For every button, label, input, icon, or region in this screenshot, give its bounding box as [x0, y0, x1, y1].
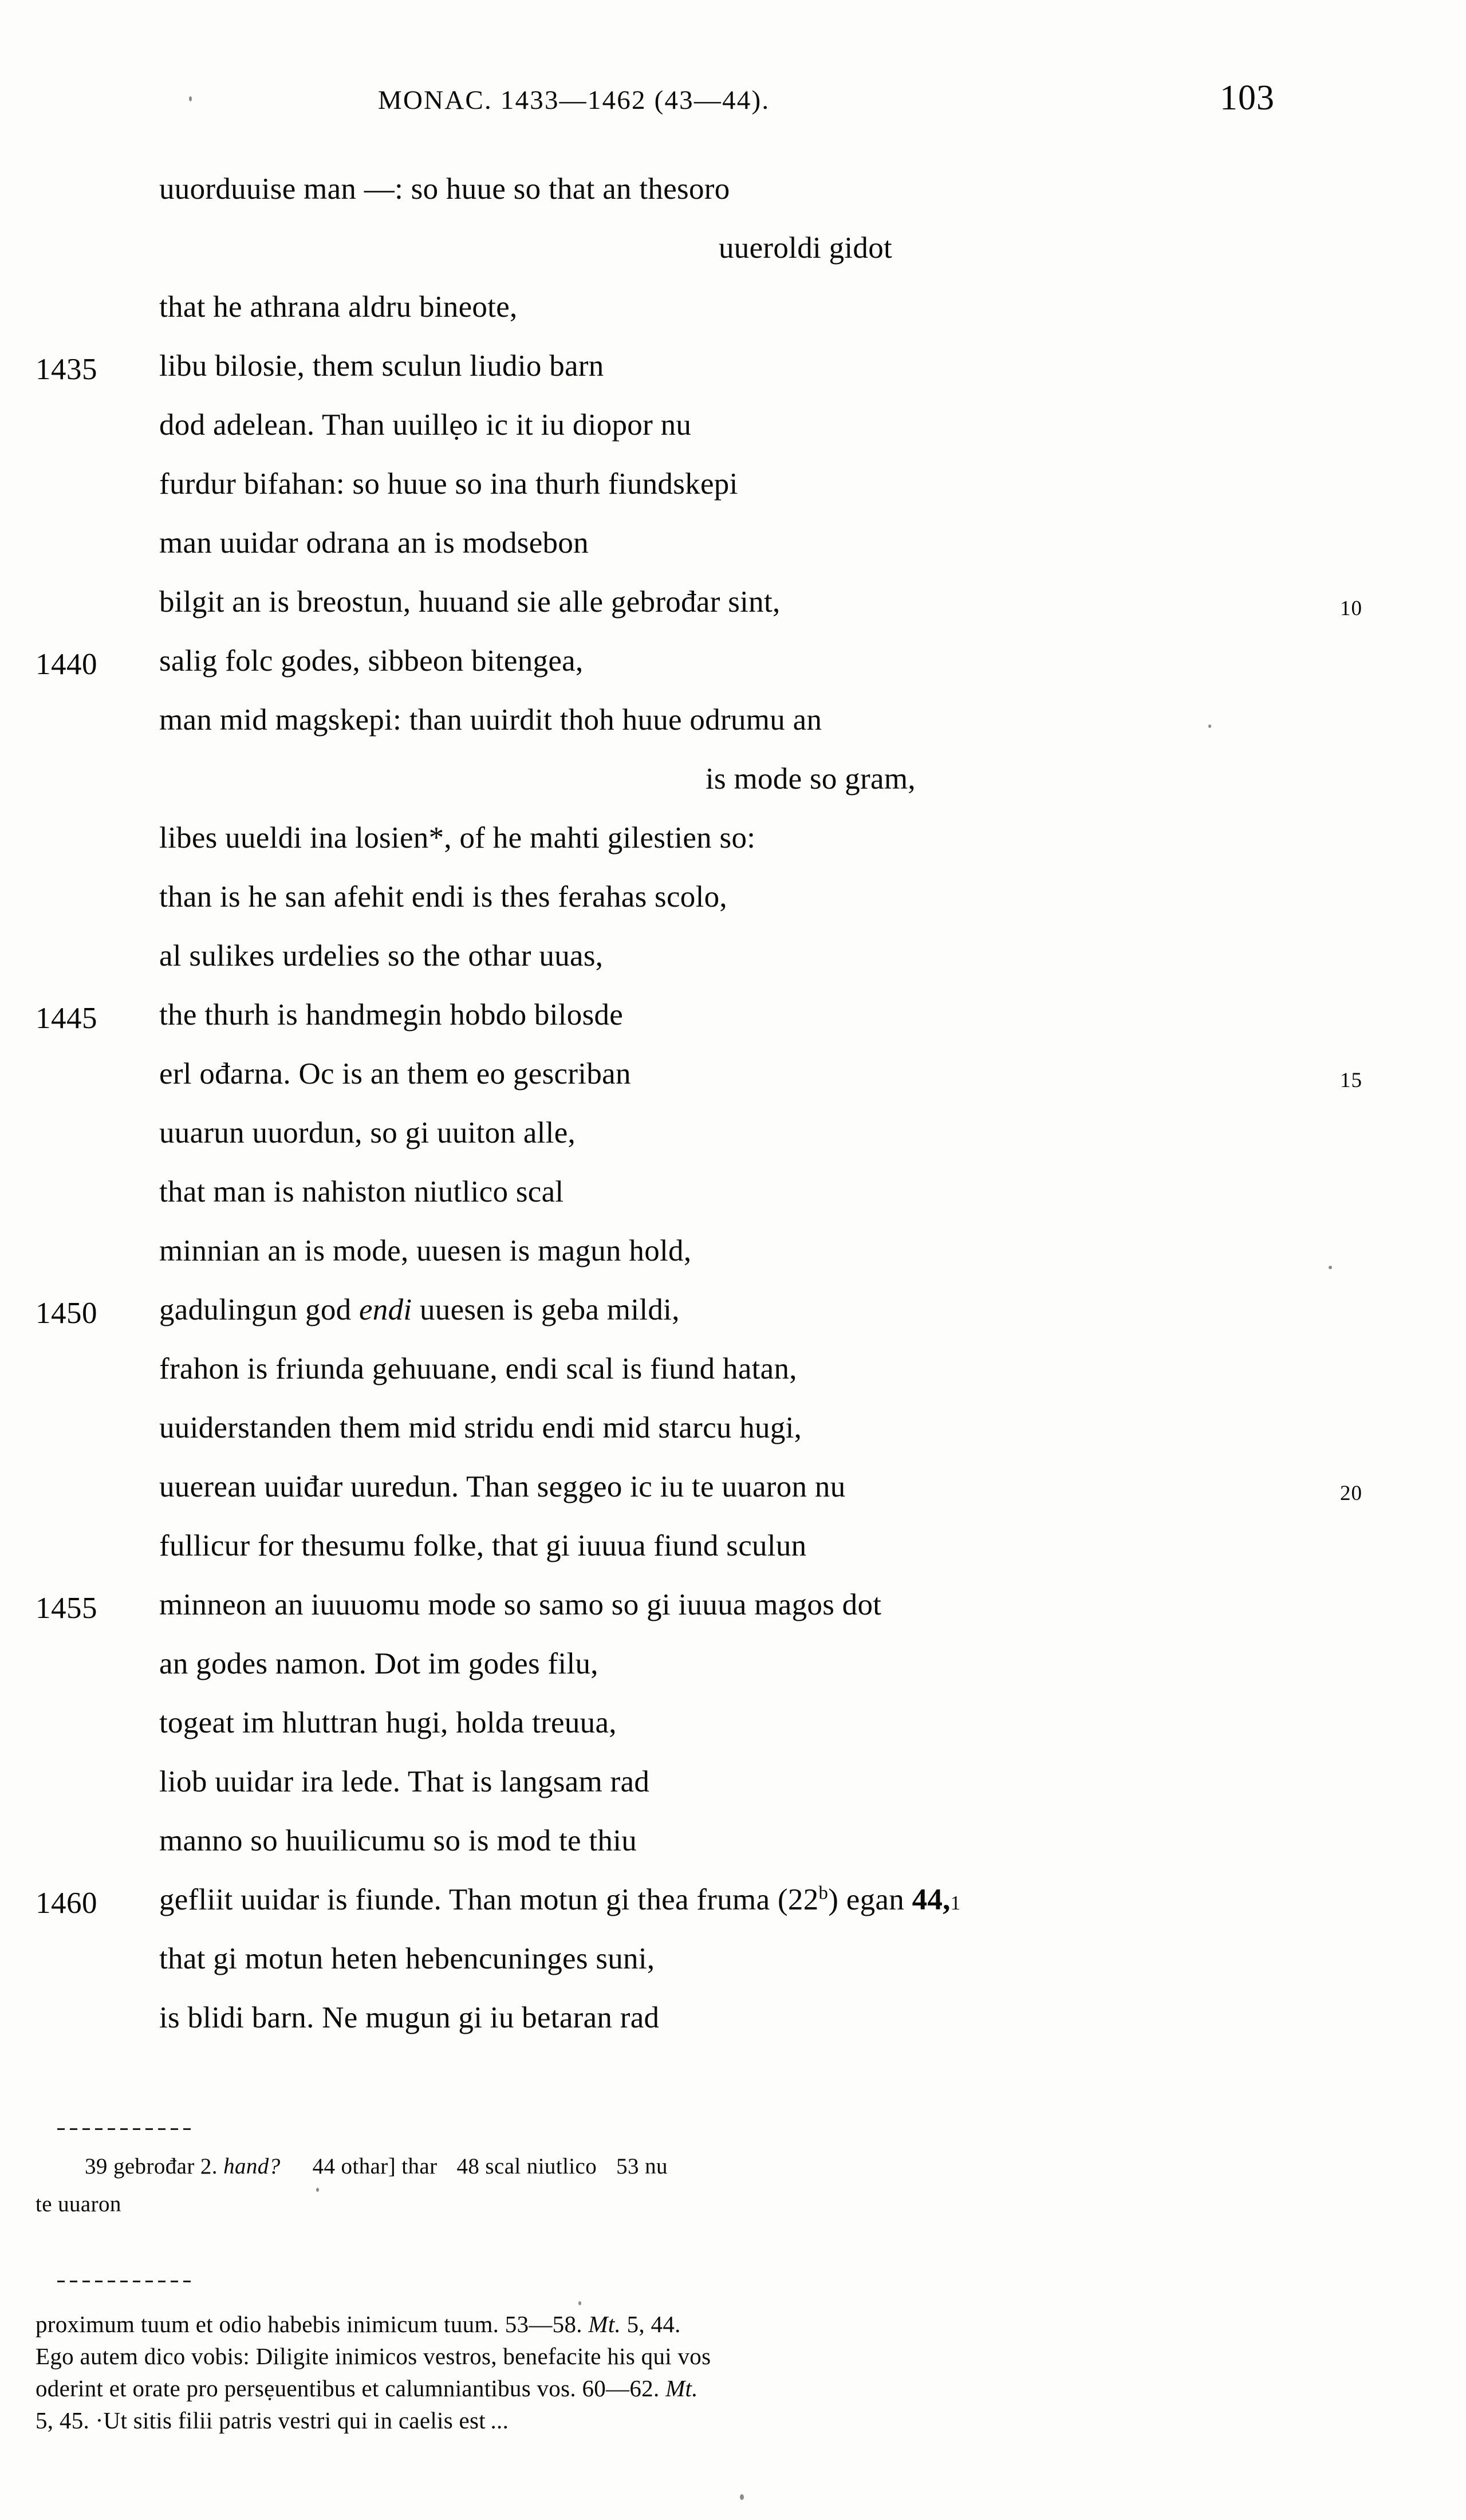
verse-line: [0, 1470, 1466, 1529]
verse-line-text: erl ođarna. Oc is an them eo gescriban: [159, 1057, 631, 1090]
running-head: [0, 78, 1466, 125]
latin-source-note: [36, 2308, 1364, 2436]
verse-line: [0, 1352, 1466, 1411]
verse-line: [0, 408, 1466, 467]
verse-line-text: minnian an is mode, uuesen is magun hold,: [159, 1234, 692, 1267]
apparatus-lemma: 44 othar] thar: [312, 2154, 438, 2179]
apparatus-line-1: [85, 2153, 668, 2179]
latin-note-line: Ego autem dico vobis: Diligite inimicos vestros, benefacite his qui vos: [36, 2343, 711, 2369]
latin-note-line: proximum tuum et odio habebis inimicum tuum. 53—58. Mt. 5, 44.: [36, 2311, 681, 2337]
verse-line-text: man mid magskepi: than uuirdit thoh huue odrumu an: [159, 703, 822, 737]
verse-line-text: minneon an iuuuomu mode so samo so gi iuuua magos dot: [159, 1588, 882, 1621]
verse-line: [0, 231, 1466, 290]
verse-line: [0, 644, 1466, 703]
verse-line-text: than is he san afehit endi is thes ferahas scolo,: [159, 880, 727, 914]
verse-line-text: togeat im hluttran hugi, holda treuua,: [159, 1706, 617, 1739]
verse-line-number: 1440: [36, 648, 97, 681]
verse-line-text: is blidi barn. Ne mugun gi iu betaran rad: [159, 2001, 660, 2034]
apparatus-lemma: 53 nu: [616, 2154, 668, 2179]
verse-line-text: libu bilosie, them sculun liudio barn: [159, 349, 604, 383]
verse-line: [0, 1824, 1466, 1883]
verse-line-text: dod adelean. Than uuillẹo ic it iu diopor nu: [159, 408, 692, 442]
verse-line: [0, 1706, 1466, 1765]
verse-line: [0, 1647, 1466, 1706]
verse-line-text: furdur bifahan: so huue so ina thurh fiundskepi: [159, 467, 738, 501]
verse-line-text: that gi motun heten hebencuninges suni,: [159, 1942, 655, 1975]
apparatus-line-2: te uuaron: [36, 2192, 121, 2216]
verse-line: [0, 998, 1466, 1057]
verse-line-text: bilgit an is breostun, huuand sie alle gebrođar sint,: [159, 585, 781, 619]
verse-line: [0, 1175, 1466, 1234]
verse-line: [0, 467, 1466, 526]
verse-line-text: fullicur for thesumu folke, that gi iuuua fiund sculun: [159, 1529, 807, 1562]
verse-line-text: uueroldi gidot: [719, 231, 893, 265]
verse-line: [0, 880, 1466, 939]
scan-speck: [316, 2188, 319, 2192]
verse-line-text: an godes namon. Dot im godes filu,: [159, 1647, 598, 1680]
page-number: 103: [1220, 78, 1275, 117]
verse-line-number: 1450: [36, 1297, 97, 1330]
latin-note-divider-rule: [57, 2281, 194, 2282]
verse-line-text: uuarun uuordun, so gi uuiton alle,: [159, 1116, 576, 1149]
verse-line: [0, 1293, 1466, 1352]
verse-line: [0, 1116, 1466, 1175]
verse-line-text: uuiderstanden them mid stridu endi mid starcu hugi,: [159, 1411, 802, 1444]
verse-line-text: that man is nahiston niutlico scal: [159, 1175, 564, 1208]
apparatus-note-hand: hand?: [223, 2154, 281, 2179]
margin-line-marker: 10: [1340, 597, 1362, 620]
verse-line-text: uuorduuise man —: so huue so that an thesoro: [159, 172, 730, 206]
apparatus-divider-rule: [57, 2128, 194, 2130]
verse-line: [0, 290, 1466, 349]
verse-line: [0, 939, 1466, 998]
verse-line: [0, 1529, 1466, 1588]
margin-line-marker: 20: [1340, 1482, 1362, 1505]
verse-line-text: manno so huuilicumu so is mod te thiu: [159, 1824, 637, 1857]
verse-line: [0, 1234, 1466, 1293]
scan-speck: [578, 2301, 581, 2305]
verse-line-text: frahon is friunda gehuuane, endi scal is fiund hatan,: [159, 1352, 797, 1385]
scan-speck: [1208, 724, 1211, 728]
scan-speck: [189, 96, 192, 101]
apparatus-lemma-39: 39 gebrođar 2.: [85, 2154, 224, 2179]
latin-note-line: oderint et orate pro persẹuentibus et calumniantibus vos. 60—62. Mt.: [36, 2375, 698, 2401]
running-head-title: MONAC. 1433—1462 (43—44).: [378, 85, 770, 115]
scan-speck: [740, 2494, 744, 2500]
verse-line-text: is mode so gram,: [706, 762, 916, 796]
verse-line: [0, 2001, 1466, 2060]
verse-line-text: gefliit uuidar is fiunde. Than motun gi thea fruma (22$^b$) egan 44,1: [159, 1883, 961, 1916]
verse-line-number: 1435: [36, 353, 97, 386]
verse-line: [0, 1588, 1466, 1647]
verse-line-number: 1445: [36, 1002, 97, 1035]
verse-line: [0, 585, 1466, 644]
verse-line-text: liob uuidar ira lede. That is langsam rad: [159, 1765, 650, 1798]
latin-note-line: 5, 45. ·Ut sitis filii patris vestri qui in caelis est ...: [36, 2407, 509, 2434]
verse-line-text: salig folc godes, sibbeon bitengea,: [159, 644, 584, 678]
verse-line: [0, 1765, 1466, 1824]
apparatus-lemma: 48 scal niutlico: [456, 2154, 597, 2179]
verse-line: [0, 1942, 1466, 2001]
verse-line-text: uuerean uuiđar uuredun. Than seggeo ic iu te uuaron nu: [159, 1470, 846, 1503]
verse-line: [0, 703, 1466, 762]
verse-line: [0, 1411, 1466, 1470]
verse-line-text: the thurh is handmegin hobdo bilosde: [159, 998, 624, 1031]
verse-body: [0, 172, 1466, 2060]
verse-line-text: gadulingun god endi uuesen is geba mildi,: [159, 1293, 680, 1326]
verse-line: [0, 1057, 1466, 1116]
verse-line-text: man uuidar odrana an is modsebon: [159, 526, 589, 560]
scan-speck: [1329, 1266, 1332, 1269]
verse-line: [0, 821, 1466, 880]
verse-line: [0, 349, 1466, 408]
verse-line-text: al sulikes urdelies so the othar uuas,: [159, 939, 604, 972]
verse-line: [0, 172, 1466, 231]
verse-line-text: libes uueldi ina losien*, of he mahti gilestien so:: [159, 821, 756, 855]
verse-line-text: that he athrana aldru bineote,: [159, 290, 518, 324]
verse-line-number: 1460: [36, 1887, 97, 1920]
margin-line-marker: 15: [1340, 1069, 1362, 1092]
verse-line: [0, 526, 1466, 585]
verse-line-number: 1455: [36, 1592, 97, 1625]
verse-line: [0, 762, 1466, 821]
verse-line: [0, 1883, 1466, 1942]
